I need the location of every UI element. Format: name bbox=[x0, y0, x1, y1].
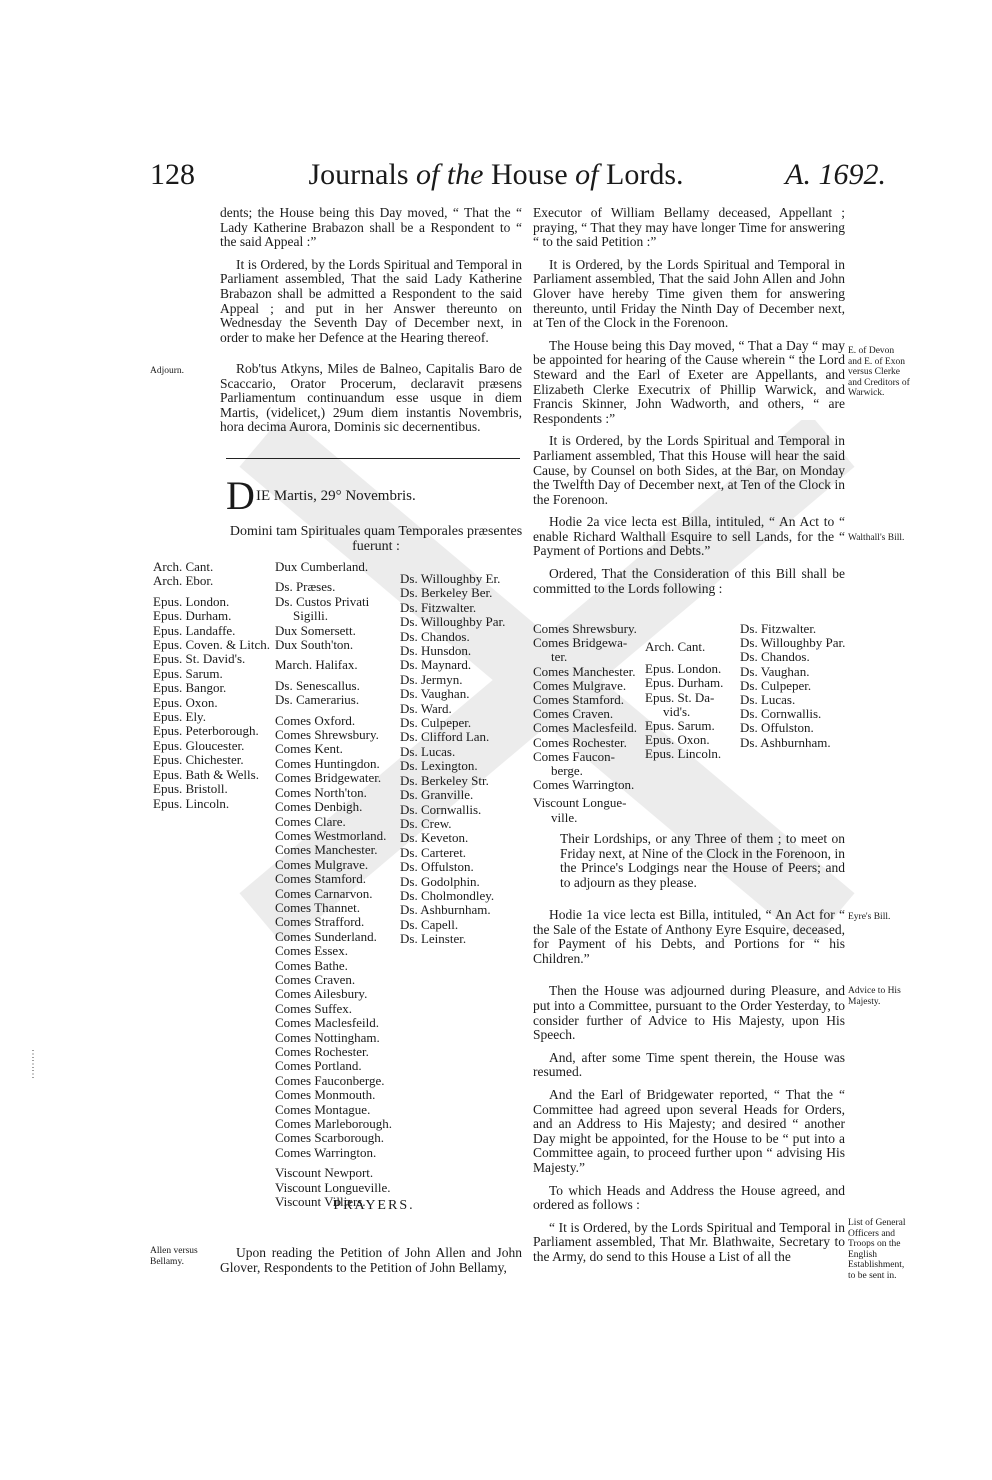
list-item: Ds. Præses. bbox=[275, 579, 336, 595]
list-item: Ds. Lucas. bbox=[740, 692, 796, 708]
list-item: Ds. Keveton. bbox=[400, 830, 469, 846]
list-item: Comes Mulgrave. bbox=[533, 677, 627, 693]
list-item: Ds. Ashburnham. bbox=[400, 902, 491, 918]
list-item: Ds. Maynard. bbox=[400, 657, 472, 673]
list-item: Ds. Willoughby Par. bbox=[740, 635, 846, 651]
paragraph: It is Ordered, by the Lords Spiritual and Temporal in Parliament assembled, That the said John Allen and John Glover have hereby Time given them for answering thereunto, until Friday the Ninth Day of December next, at Ten of the Clock in the Forenoon. bbox=[533, 256, 845, 331]
list-item: Viscount Newport. bbox=[275, 1165, 374, 1181]
list-item: Comes Strafford. bbox=[275, 914, 365, 930]
title-word: the bbox=[446, 158, 484, 191]
list-item: Comes Thannet. bbox=[275, 899, 360, 915]
list-item: Comes Manchester. bbox=[275, 842, 378, 858]
list-item: Comes Montague. bbox=[275, 1101, 371, 1117]
right-column-bottom bbox=[533, 908, 845, 1272]
list-item: Ds. Granville. bbox=[400, 787, 474, 803]
list-item: Epus. Ely. bbox=[153, 709, 206, 725]
prayers-heading: PRAYERS. bbox=[333, 1198, 415, 1213]
paragraph: And the Earl of Bridgewater reported, “ That the “ Committee had agreed upon several Heads for Orders, and an Address to His Majesty; and desired “ another Day might be appointed, for the House to be “ put into a Committee again, to proceed further upon “ advising His Majesty.” bbox=[533, 1086, 845, 1175]
list-item: Ds. Crew. bbox=[400, 815, 452, 831]
list-item: Ds. Lexington. bbox=[400, 758, 478, 774]
margin-note: Eyre's Bill. bbox=[848, 912, 891, 922]
paragraph: Executor of William Bellamy deceased, Appellant ; praying, “ That they may have longer Time for answering “ to the said Petition :” bbox=[533, 205, 845, 250]
list-item: Comes Sunderland. bbox=[275, 928, 377, 944]
list-item: Ds. Culpeper. bbox=[740, 677, 812, 693]
list-item: Comes Maclesfeild. bbox=[275, 1015, 379, 1031]
list-item: berge. bbox=[551, 763, 583, 779]
list-item: Ds. Culpeper. bbox=[400, 715, 472, 731]
list-item: Comes Bathe. bbox=[275, 957, 348, 973]
list-item: Epus. Durham. bbox=[153, 608, 232, 624]
list-item: Epus. Gloucester. bbox=[153, 737, 245, 753]
list-item: Comes Oxford. bbox=[275, 712, 356, 728]
list-item: Ds. Carteret. bbox=[400, 844, 467, 860]
list-item: Viscount Longueville. bbox=[275, 1179, 391, 1195]
title-word: of bbox=[575, 158, 599, 191]
list-item: Comes North'ton. bbox=[275, 784, 367, 800]
list-item: Ds. Cornwallis. bbox=[740, 706, 822, 722]
list-item: Comes Portland. bbox=[275, 1058, 362, 1074]
list-item: Epus. St. Da- bbox=[645, 689, 715, 705]
list-item: Ds. Berkeley Str. bbox=[400, 772, 489, 788]
list-item: Epus. Bristoll. bbox=[153, 781, 228, 797]
list-item: ter. bbox=[551, 649, 568, 665]
date-heading: IE Martis, 29° Novembris. bbox=[256, 488, 416, 504]
list-item: Ds. Ashburnham. bbox=[740, 734, 831, 750]
list-item: Viscount Longue- bbox=[533, 795, 627, 811]
bishops-list bbox=[153, 560, 270, 811]
list-item: Comes Rochester. bbox=[533, 734, 627, 750]
list-item: Ds. Lucas. bbox=[400, 743, 456, 759]
list-item: Comes Warrington. bbox=[275, 1144, 377, 1160]
binding-mark-icon: ⋮ ⋮ ⋮ bbox=[28, 1049, 38, 1080]
committee-list-earls bbox=[533, 622, 637, 825]
list-item: Epus. Coven. & Litch. bbox=[153, 637, 270, 653]
list-item: Ds. Fitzwalter. bbox=[400, 599, 477, 615]
paragraph: Hodie 1a vice lecta est Billa, intituled, “ An Act for “ the Sale of the Estate of Anthony Eyre Esquire, deceased, for Payment of his Debts, and Portions for “ his Children.” bbox=[533, 907, 845, 966]
list-item: Comes Huntingdon. bbox=[275, 755, 380, 771]
list-item: Comes Shrewsbury. bbox=[275, 727, 379, 743]
list-item: Comes Craven. bbox=[275, 971, 356, 987]
list-item: Ds. Fitzwalter. bbox=[740, 621, 817, 636]
margin-note: Allen versus Bellamy. bbox=[150, 1246, 198, 1267]
list-item: Comes Shrewsbury. bbox=[533, 621, 637, 636]
list-item: Ds. Senescallus. bbox=[275, 677, 360, 693]
list-item: Ds. Cornwallis. bbox=[400, 801, 482, 817]
list-item: Ds. Leinster. bbox=[400, 931, 467, 947]
margin-note: Advice to His Majesty. bbox=[848, 986, 901, 1007]
right-column-lordships bbox=[560, 832, 845, 898]
paragraph: Then the House was adjourned during Pleasure, and put into a Committee, pursuant to the Order Yesterday, to consider further of Advice to His Majesty, upon His Speech. bbox=[533, 983, 845, 1043]
list-item: Comes Westmorland. bbox=[275, 827, 387, 843]
dukes-earls-list bbox=[275, 560, 392, 1209]
list-item: Epus. Bangor. bbox=[153, 680, 227, 696]
list-item: Epus. Oxon. bbox=[153, 694, 218, 710]
paragraph: To which Heads and Address the House agreed, and ordered as follows : bbox=[533, 1182, 845, 1213]
list-item: Ds. Offulston. bbox=[400, 859, 474, 875]
list-item: Epus. Durham. bbox=[645, 675, 724, 691]
list-item: Comes Warrington. bbox=[533, 777, 635, 793]
list-item: Epus. London. bbox=[645, 661, 722, 677]
margin-note: E. of Devon and E. of Exon versus Clerke and Creditors of Warwick. bbox=[848, 346, 910, 398]
list-item: Ds. Vaughan. bbox=[740, 663, 810, 679]
list-item: Comes Carnarvon. bbox=[275, 885, 373, 901]
list-item: Epus. Chichester. bbox=[153, 752, 244, 768]
list-item: Ds. Offulston. bbox=[740, 720, 814, 736]
list-item: Epus. Oxon. bbox=[645, 732, 710, 748]
paragraph: It is Ordered, by the Lords Spiritual and Temporal in Parliament assembled, That this House will hear the said Cause, by Counsel on both Sides, at the Bar, on Monday the Twelfth Day of December next, at Ten of the Clock in the Forenoon. bbox=[533, 433, 845, 507]
drop-cap: D bbox=[226, 473, 255, 518]
list-item: Comes Denbigh. bbox=[275, 799, 363, 815]
list-item: Comes Manchester. bbox=[533, 663, 636, 679]
list-item: Ds. Willoughby Er. bbox=[400, 571, 501, 586]
list-item: Comes Suffex. bbox=[275, 1000, 353, 1016]
list-item: Comes Rochester. bbox=[275, 1044, 369, 1059]
list-item: Ds. Hunsdon. bbox=[400, 643, 472, 659]
list-item: Comes Marleborough. bbox=[275, 1116, 392, 1132]
list-item: Comes Nottingham. bbox=[275, 1029, 380, 1045]
paragraph: Their Lordships, or any Three of them ; to meet on Friday next, at Nine of the Clock in the Forenoon, in the Prince's Lodgings near the House of Peers; and to adjourn as they please. bbox=[560, 831, 845, 890]
list-item: Sigilli. bbox=[293, 608, 329, 624]
list-item: Epus. Lincoln. bbox=[153, 795, 230, 811]
list-item: March. Halifax. bbox=[275, 657, 358, 673]
list-item: Epus. Lincoln. bbox=[645, 746, 722, 762]
list-item: Ds. Godolphin. bbox=[400, 873, 480, 889]
year: A. 1692. bbox=[785, 158, 886, 191]
list-item: Comes Bridgewa- bbox=[533, 635, 628, 651]
committee-list-bishops bbox=[645, 640, 723, 762]
list-item: Ds. Cholmondley. bbox=[400, 887, 495, 903]
list-item: Epus. St. David's. bbox=[153, 651, 246, 667]
list-item: Ds. Chandos. bbox=[400, 628, 470, 644]
list-item: Ds. Vaughan. bbox=[400, 686, 470, 702]
margin-note: List of General Officers and Troops on the English Establishment, to be sent in. bbox=[848, 1218, 906, 1281]
committee-list-barons bbox=[740, 622, 845, 750]
paragraph: The House being this Day moved, “ That a Day “ may be appointed for hearing of the Cause wherein “ the Lord Steward and the Earl of Exeter are Appellants, and Elizabeth Clerke Executrix of Phillip Warwick, and Francis Skinner, John Wadworth, and others, “ are Respondents :” bbox=[533, 337, 845, 426]
attendance-heading: Domini tam Spirituales quam Temporales præsentes fuerunt : bbox=[229, 524, 523, 554]
list-item: Comes Faucon- bbox=[533, 748, 615, 764]
right-column-top bbox=[533, 206, 845, 604]
list-item: Epus. Sarum. bbox=[153, 665, 223, 681]
list-item: Ds. Berkeley Ber. bbox=[400, 585, 493, 601]
list-item: Comes Stamford. bbox=[533, 692, 624, 708]
left-column-bottom bbox=[220, 1246, 522, 1283]
paragraph: Upon reading the Petition of John Allen and John Glover, Respondents to the Petition of John Bellamy, bbox=[220, 1245, 522, 1275]
left-column-top bbox=[220, 206, 522, 353]
title-word: of bbox=[416, 158, 440, 191]
list-item: Ds. Camerarius. bbox=[275, 692, 360, 708]
title-word: House bbox=[491, 158, 568, 191]
section-rule bbox=[226, 458, 520, 459]
list-item: Comes Clare. bbox=[275, 813, 346, 829]
margin-note: Adjourn. bbox=[150, 366, 185, 376]
list-item: Ds. Clifford Lan. bbox=[400, 729, 490, 745]
page-number: 128 bbox=[150, 158, 195, 191]
list-item: Ds. Jermyn. bbox=[400, 671, 463, 687]
list-item: Comes Fauconberge. bbox=[275, 1072, 385, 1088]
list-item: Dux Somersett. bbox=[275, 622, 356, 638]
list-item: Comes Monmouth. bbox=[275, 1087, 376, 1103]
list-item: Comes Ailesbury. bbox=[275, 986, 368, 1002]
list-item: Comes Mulgrave. bbox=[275, 856, 369, 872]
paragraph: Hodie 2a vice lecta est Billa, intituled, “ An Act to “ enable Richard Walthall Esquire to sell Lands, for the “ Payment of Portions and Debts.” bbox=[533, 514, 845, 559]
paragraph: dents; the House being this Day moved, “ That the “ Lady Katherine Brabazon shall be a Respondent to “ the said Appeal :” bbox=[220, 205, 522, 250]
list-item: Epus. London. bbox=[153, 593, 230, 609]
list-item: vid's. bbox=[663, 703, 691, 719]
list-item: Comes Scarborough. bbox=[275, 1130, 385, 1146]
list-item: Arch. Cant. bbox=[153, 559, 214, 574]
list-item: Comes Maclesfeild. bbox=[533, 720, 637, 736]
list-item: Arch. Cant. bbox=[645, 639, 706, 654]
list-item: Ds. Custos Privati bbox=[275, 593, 370, 609]
title-word: Journals bbox=[308, 158, 409, 191]
list-item: Epus. Landaffe. bbox=[153, 622, 236, 638]
list-item: Epus. Sarum. bbox=[645, 718, 715, 734]
paragraph: Ordered, That the Consideration of this Bill shall be committed to the Lords following : bbox=[533, 566, 845, 596]
list-item: Ds. Ward. bbox=[400, 700, 452, 716]
title-word: Lords. bbox=[606, 158, 684, 191]
list-item: Comes Stamford. bbox=[275, 871, 366, 887]
list-item: Comes Craven. bbox=[533, 706, 614, 722]
paragraph: And, after some Time spent therein, the House was resumed. bbox=[533, 1049, 845, 1080]
list-item: Ds. Capell. bbox=[400, 916, 459, 932]
paragraph: “ It is Ordered, by the Lords Spiritual and Temporal in Parliament assembled, That Mr. Blathwaite, Secretary to the Army, do send to this House a List of all the bbox=[533, 1219, 845, 1264]
list-item: Comes Essex. bbox=[275, 943, 348, 959]
barons-list bbox=[400, 572, 505, 947]
paragraph: Rob'tus Atkyns, Miles de Balneo, Capitalis Baro de Scaccario, Orator Procerum, declaravit præsens Parliamentum continuandum esse usque in diem Martis, (videlicet,) 29um diem instantis Novembris, hora decima Aurora, Dominis sic decernentibus. bbox=[220, 361, 522, 435]
list-item: Viscount Villiers. bbox=[275, 1194, 366, 1210]
list-item: Dux South'ton. bbox=[275, 637, 354, 653]
list-item: Arch. Ebor. bbox=[153, 573, 214, 589]
list-item: Ds. Willoughby Par. bbox=[400, 614, 506, 630]
list-item: Comes Kent. bbox=[275, 741, 343, 757]
list-item: Epus. Peterborough. bbox=[153, 723, 259, 739]
list-item: Ds. Chandos. bbox=[740, 649, 810, 665]
list-item: Epus. Bath & Wells. bbox=[153, 766, 259, 782]
list-item: Comes Bridgewater. bbox=[275, 770, 382, 786]
paragraph: It is Ordered, by the Lords Spiritual and Temporal in Parliament assembled, That the said Lady Katherine Brabazon shall be admitted a Respondent to the said Appeal ; and put in her Answer thereunto on Wednesday the Seventh Day of December next, in order to make her Defence at the Hearing thereof. bbox=[220, 256, 522, 345]
list-item: Dux Cumberland. bbox=[275, 559, 369, 574]
list-item: ville. bbox=[551, 809, 578, 825]
left-column-adjourn bbox=[220, 362, 522, 443]
margin-note: Walthall's Bill. bbox=[848, 533, 905, 543]
